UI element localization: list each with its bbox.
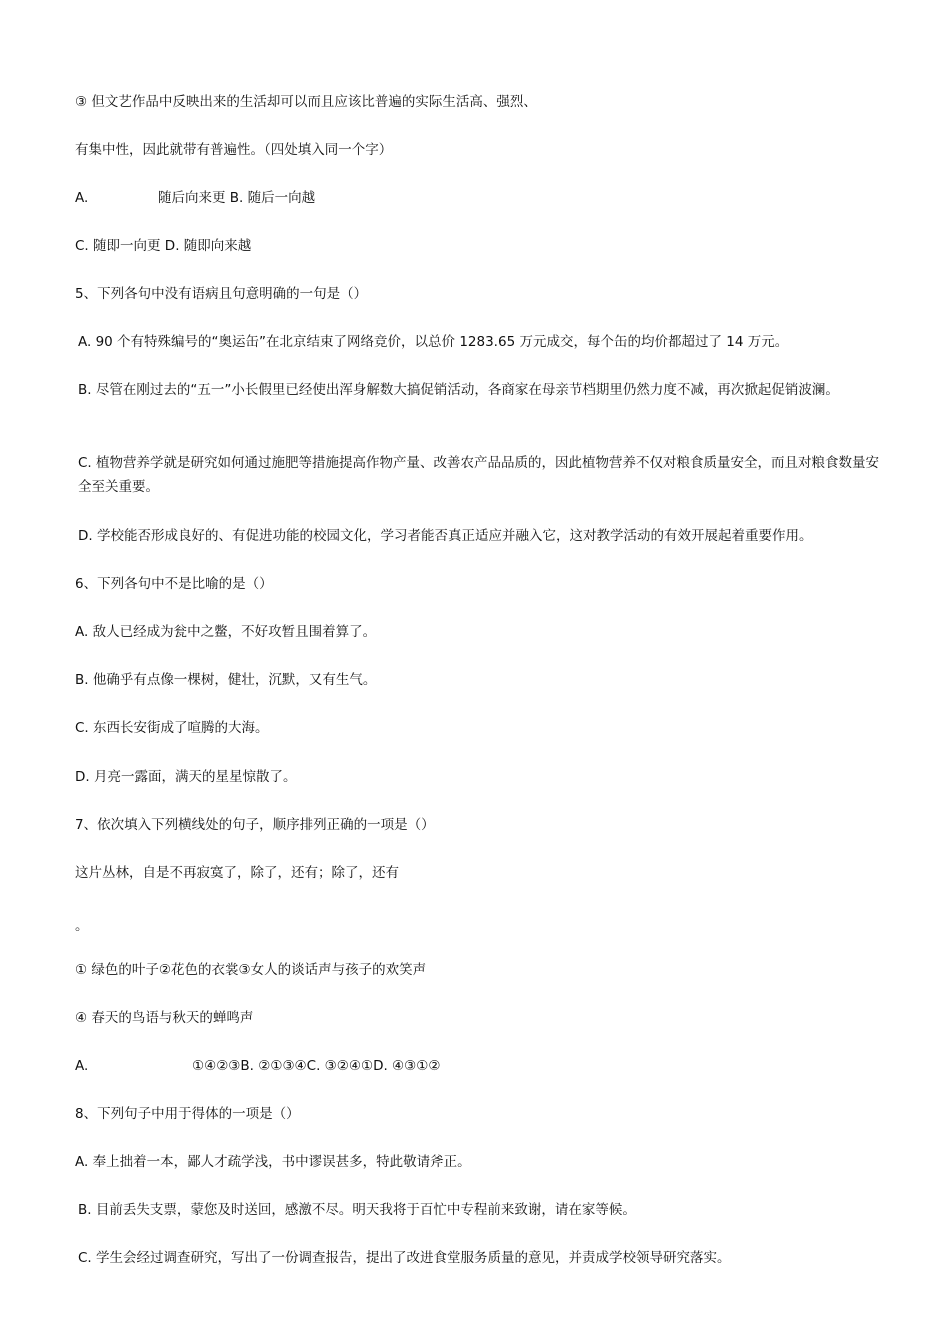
q5-option-b: B. 尽管在刚过去的“五一”小长假里已经使出浑身解数大搞促销活动，各商家在母亲节档期里仍然力度不减，再次掀起促销波澜。 — [78, 382, 839, 398]
q6-option-d: D. 月亮一露面，满天的星星惊散了。 — [75, 769, 297, 785]
question-7-title: 7、依次填入下列横线处的句子，顺序排列正确的一项是（） — [75, 817, 435, 833]
question-8-title: 8、下列句子中用于得体的一项是（） — [75, 1106, 300, 1122]
q6-option-b: B. 他确乎有点像一棵树，健壮，沉默，又有生气。 — [75, 672, 377, 688]
text-line-2: 有集中性，因此就带有普遍性。（四处填入同一个字） — [75, 142, 393, 158]
q7-option-a-label: A. — [75, 1058, 89, 1074]
q7-passage-end: 。 — [75, 918, 89, 934]
q5-option-d: D. 学校能否形成良好的、有促进功能的校园文化，学习者能否真正适应并融入它，这对教学活动的有效开展起着重要作用。 — [78, 528, 813, 544]
q7-passage: 这片丛林，自是不再寂寞了，除了，还有；除了，还有 — [75, 865, 399, 881]
q7-items-1-3: ① 绿色的叶子②花色的衣裳③女人的谈话声与孩子的欢笑声 — [75, 962, 427, 978]
q6-option-a: A. 敌人已经成为瓮中之鳖，不好攻暂且围着算了。 — [75, 624, 377, 640]
q4-options-c-d: C. 随即一向更 D. 随即向来越 — [75, 238, 252, 254]
q7-item-4: ④ 春天的鸟语与秋天的蝉鸣声 — [75, 1010, 254, 1026]
q5-option-a: A. 90 个有特殊编号的“奥运缶”在北京结束了网络竞价，以总价 1283.65 万元成交，每个缶的均价都超过了 14 万元。 — [78, 334, 789, 350]
q6-option-c: C. 东西长安街成了喧腾的大海。 — [75, 720, 269, 736]
q4-options-a-b: 随后向来更 B. 随后一向越 — [158, 190, 316, 206]
q8-option-c: C. 学生会经过调查研究，写出了一份调查报告，提出了改进食堂服务质量的意见，并责成学校领导研究落实。 — [78, 1250, 731, 1266]
q8-option-b: B. 目前丢失支票，蒙您及时送回，感激不尽。明天我将于百忙中专程前来致谢，请在家等候。 — [78, 1202, 636, 1218]
question-6-title: 6、下列各句中不是比喻的是（） — [75, 576, 273, 592]
q5-option-c: C. 植物营养学就是研究如何通过施肥等措施提高作物产量、改善农产品品质的，因此植物营养不仅对粮食质量安全，而且对粮食数量安全至关重要。 — [78, 455, 880, 495]
question-5-title: 5、下列各句中没有语病且句意明确的一句是（） — [75, 286, 368, 302]
q8-option-a: A. 奉上拙着一本，鄙人才疏学浅，书中谬误甚多，特此敬请斧正。 — [75, 1154, 471, 1170]
text-line-1: ③ 但文艺作品中反映出来的生活却可以而且应该比普遍的实际生活高、强烈、 — [75, 94, 537, 110]
q4-option-a-label: A. — [75, 190, 89, 206]
q7-options: ①④②③B. ②①③④C. ③②④①D. ④③①② — [192, 1058, 441, 1074]
